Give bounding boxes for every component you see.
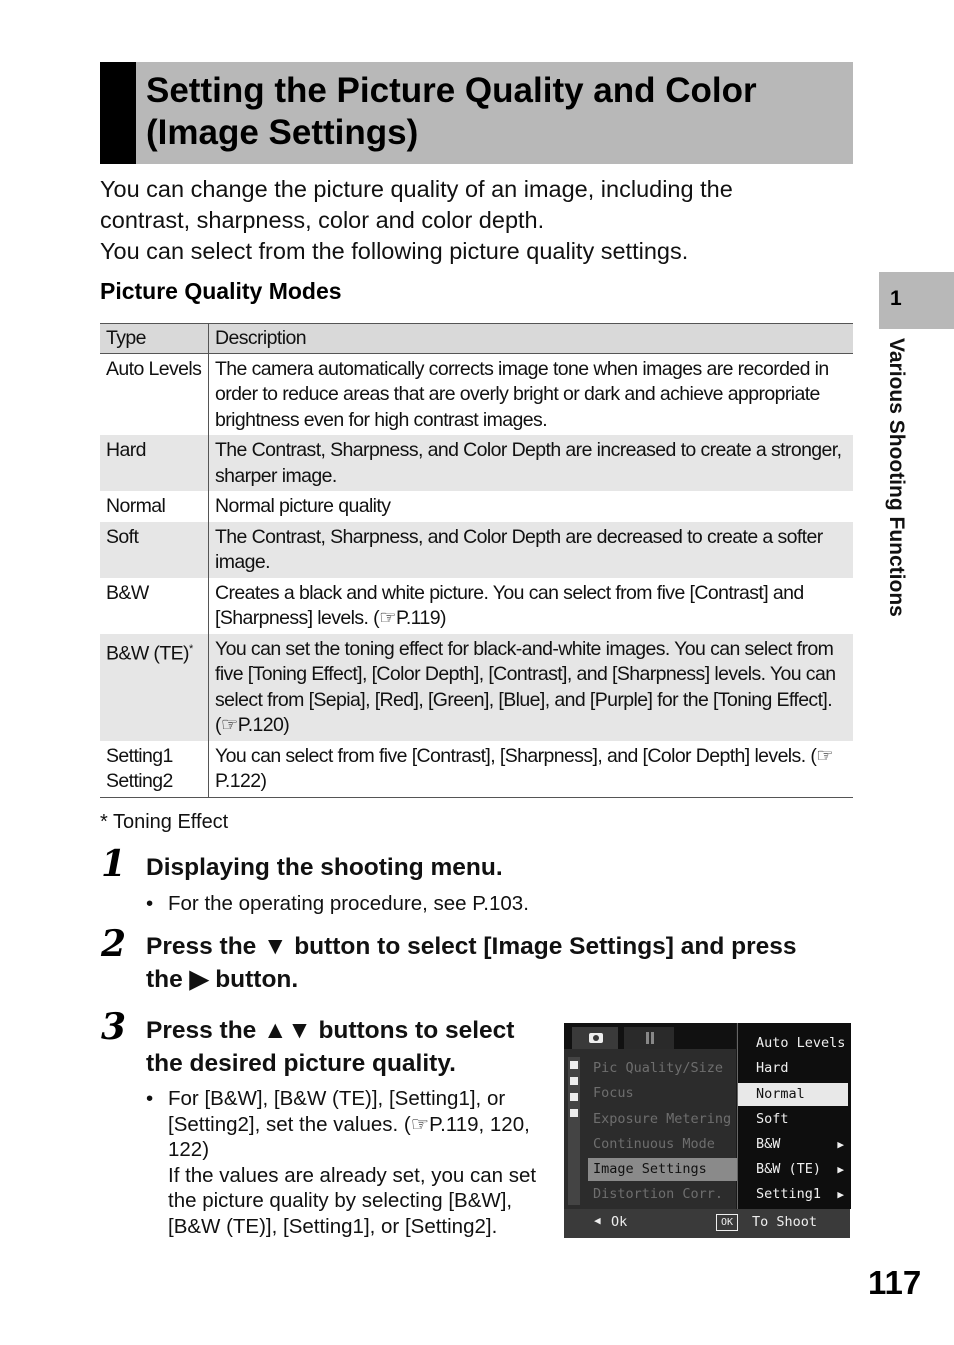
left-arrow-icon: ◀ [594,1214,601,1227]
right-arrow-icon: ▶ [189,966,209,993]
step-bullet [146,891,529,917]
row-type-text: Setting1 [106,744,173,767]
camera-shoot-label: To Shoot [752,1214,818,1230]
page-reference: P.122) [215,770,267,792]
camera-menu-item-selected: Image Settings [588,1158,738,1181]
reference-hand-icon: ☞ [220,714,238,736]
row-type: Hard [100,435,209,491]
step-bullet [146,1086,548,1239]
bullet-dot: • [146,1087,154,1110]
row-type: Soft [100,522,209,578]
step-title-text: button to select [Image Settings] and press [294,933,797,960]
table-header-row [100,324,853,354]
row-description-text: You can set the toning effect for black-and-white images. You can select from five [Toning Effect], [Color Depth], [Contrast], and [Sharpness] levels. You can select from [Sepia], [Red], [Green], [Blue], and [Purple] for the [Toning Effect]. ( [215,637,836,736]
camera-option-text: B&W [756,1136,781,1152]
row-description-text: You can select from five [Contrast], [Sharpness], and [Color Depth] levels. ( [215,744,817,767]
camera-menu-item: Exposure Metering [593,1111,732,1127]
title-marker [100,62,136,164]
row-type-text: Setting2 [106,770,173,792]
camera-option [738,1158,848,1181]
chapter-number: 1 [890,287,902,310]
step-number: 1 [101,843,127,885]
chapter-label-text: Various Shooting Functions [885,338,908,617]
reference-hand-icon: ☞ [379,607,396,629]
page-number: 117 [868,1264,922,1301]
row-type-text: B&W (TE) [106,642,189,664]
step-title-text: Press the [146,1017,257,1044]
section-heading: Picture Quality Modes [100,278,342,304]
row-description: The Contrast, Sharpness, and Color Depth are increased to create a stronger, sharper image. [209,435,854,491]
camera-option: Soft [756,1111,789,1127]
tools-icon [624,1027,674,1049]
quality-modes-table [100,323,853,798]
bullet-dot: • [146,892,154,915]
reference-hand-icon: ☞ [816,744,834,767]
row-description: Normal picture quality [215,495,391,517]
row-description: The Contrast, Sharpness, and Color Depth are decreased to create a softer image. [209,522,854,578]
step-title-text: buttons to select [318,1017,515,1044]
table-row [100,741,853,798]
camera-option-text: Setting1 [756,1186,822,1202]
up-down-arrows-icon: ▲▼ [263,1017,312,1044]
intro-text [100,174,860,267]
camera-menu-item: Focus [593,1085,634,1101]
table-row [100,634,853,741]
row-type: Auto Levels [100,353,209,435]
page-title [146,70,846,154]
submenu-arrow-icon: ▶ [837,1163,844,1176]
camera-menu-item: Distortion Corr. [593,1186,724,1202]
camera-menu-item: Continuous Mode [593,1136,715,1152]
camera-tab-shooting [572,1027,618,1049]
step-title: Displaying the shooting menu. [146,854,503,881]
table-row [100,578,853,634]
row-description [209,578,854,634]
bullet-text: For [B&W], [B&W (TE)], [Setting1], or [Setting2], set the values. ( [168,1087,506,1136]
page-reference: P.119, 120, 122) [168,1112,530,1161]
footnote-marker: * [188,642,193,655]
ok-key-icon: OK [716,1214,738,1231]
camera-option: Hard [756,1060,789,1076]
intro-line: You can change the picture quality of an image, including the [100,176,733,202]
camera-menu-item: Pic Quality/Size [593,1060,724,1076]
row-type: Normal [100,491,209,522]
step-number: 3 [101,1006,127,1048]
page-reference: P.119) [395,607,446,629]
camera-menu-screenshot [564,1023,850,1238]
down-arrow-icon: ▼ [263,933,288,960]
intro-line: contrast, sharpness, color and color depth. [100,207,545,233]
page-title-line1: Setting the Picture Quality and Color [146,71,757,110]
submenu-arrow-icon: ▶ [837,1138,844,1151]
step-title-text: Press the [146,933,257,960]
camera-option-text: B&W (TE) [756,1161,822,1177]
table-row [100,522,853,578]
header-type: Type [100,324,209,354]
footnote: * Toning Effect [100,811,229,833]
reference-hand-icon: ☞ [410,1112,430,1136]
intro-line: You can select from the following picture quality settings. [100,238,689,264]
bullet-text: For the operating procedure, see P.103. [168,892,529,915]
camera-tab-setup [624,1027,674,1049]
step-number: 2 [101,923,127,965]
camera-options-panel [737,1023,851,1209]
step-title [146,1014,546,1080]
row-description-text: Creates a black and white picture. You can select from five [Contrast] and [Sharpness] levels. ( [215,581,804,629]
step-title [146,930,856,996]
row-type [100,741,209,798]
row-type [100,634,209,741]
header-description: Description [209,324,854,354]
camera-option [738,1133,848,1156]
camera-option-selected: Normal [738,1083,848,1106]
camera-ok-label: Ok [611,1214,628,1230]
row-type: B&W [100,578,209,634]
page-reference: P.120) [237,714,290,736]
step-title-text: button. [215,966,299,993]
chapter-label [878,338,908,698]
table-row [100,491,853,522]
bullet-text: If the values are already set, you can set the picture quality by selecting [B&W], [B&W (TE)], [Setting1], or [Setting2]. [168,1163,537,1238]
row-description: The camera automatically corrects image tone when images are recorded in order to reduce areas that are overly bright or dark and achieve appropriate brightness even for high contrast images. [215,357,829,431]
camera-bottom-bar [564,1209,850,1238]
row-description [209,741,854,798]
step-title-text: the desired picture quality. [146,1050,456,1077]
camera-menu-scrollbar [568,1057,580,1205]
camera-option: Auto Levels [756,1035,846,1051]
table-row [100,435,853,491]
camera-icon [572,1027,618,1049]
camera-option [738,1183,848,1206]
step-title-text: the [146,966,183,993]
submenu-arrow-icon: ▶ [837,1188,844,1201]
table-row [100,353,853,435]
page-title-line2: (Image Settings) [146,113,419,152]
row-description [209,634,854,741]
